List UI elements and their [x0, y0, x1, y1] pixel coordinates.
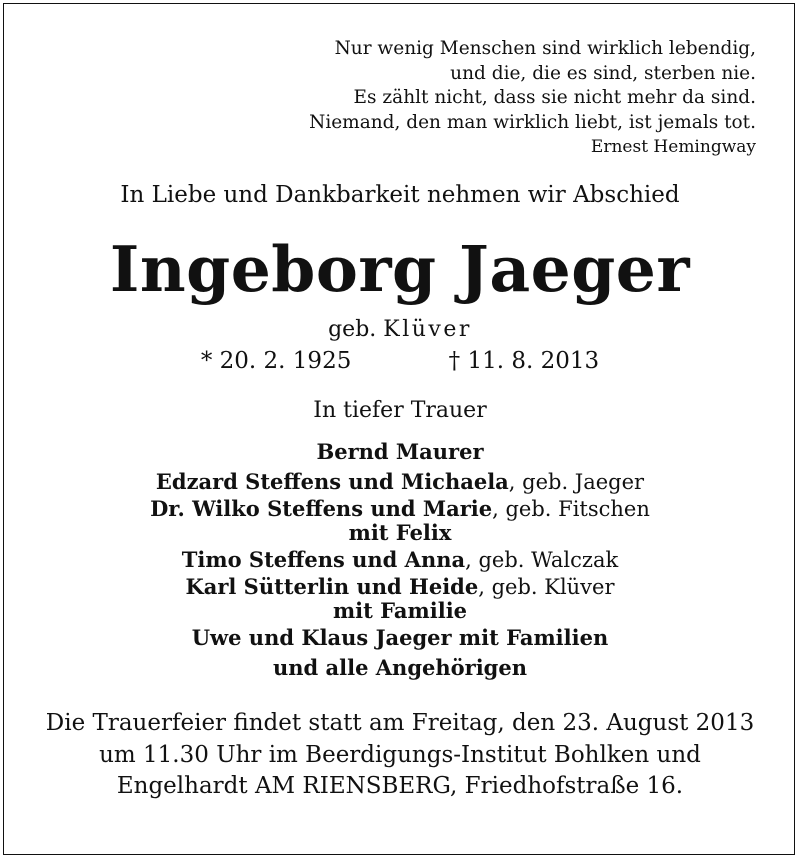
family-member: Timo Steffens und Anna, geb. Walczak — [181, 547, 619, 572]
birth-date: * 20. 2. 1925 — [200, 348, 352, 374]
deceased-name: Ingeborg Jaeger — [109, 232, 691, 306]
quote-line: Niemand, den man wirklich liebt, ist jemals tot. — [309, 111, 756, 133]
quote-line: Es zählt nicht, dass sie nicht mehr da sind. — [353, 87, 756, 108]
maiden-name-line — [0, 315, 800, 345]
family-member: Edzard Steffens und Michaela, geb. Jaeger — [155, 469, 645, 494]
family-member: Bernd Maurer — [316, 439, 484, 464]
quote-author: Ernest Hemingway — [590, 137, 756, 157]
service-line: Die Trauerfeier findet statt am Freitag, den 23. August 2013 — [45, 710, 755, 736]
family-member: Uwe und Klaus Jaeger mit Familien — [191, 625, 609, 650]
family-member: Karl Sütterlin und Heide, geb. Klüver — [185, 574, 615, 599]
life-dates — [0, 346, 800, 376]
quote-line: Nur wenig Menschen sind wirklich lebendig, — [334, 38, 756, 59]
family-list — [0, 437, 800, 683]
farewell-intro: In Liebe und Dankbarkeit nehmen wir Abschied — [120, 182, 680, 208]
epigraph-quote — [196, 37, 756, 160]
service-line: um 11.30 Uhr im Beerdigungs-Institut Bohlken und — [99, 741, 701, 768]
quote-line: und die, die es sind, sterben nie. — [450, 62, 756, 84]
maiden-name: Klüver — [383, 317, 472, 342]
mourning-intro: In tiefer Trauer — [313, 398, 487, 423]
family-member: mit Familie — [332, 598, 468, 623]
maiden-prefix: geb. — [328, 317, 377, 342]
service-line: Engelhardt AM RIENSBERG, Friedhofstraße 16. — [116, 773, 684, 799]
family-member: mit Felix — [348, 520, 452, 545]
death-date: † 11. 8. 2013 — [448, 348, 600, 374]
family-member: Dr. Wilko Steffens und Marie, geb. Fitschen — [150, 496, 650, 521]
family-member: und alle Angehörigen — [273, 655, 527, 680]
funeral-service-info — [0, 708, 800, 803]
